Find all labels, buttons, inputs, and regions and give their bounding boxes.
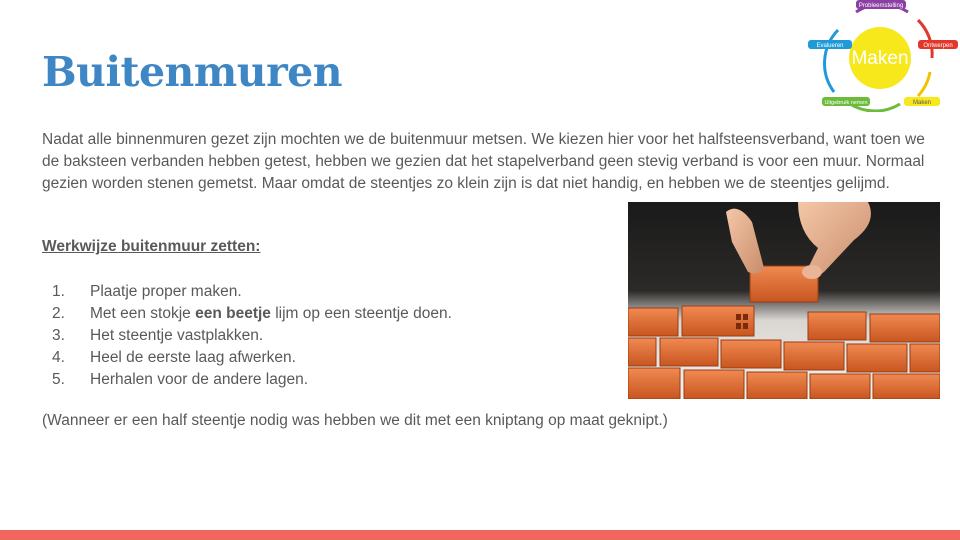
- step-text: Heel de eerste laag afwerken.: [90, 349, 296, 366]
- cycle-stage-label: Probleemstelling: [858, 3, 904, 9]
- step-text-part: Met een stokje: [90, 305, 196, 322]
- list-item: [42, 303, 452, 325]
- slide-title: Buitenmuren: [42, 48, 343, 96]
- step-number: 5.: [52, 371, 65, 388]
- cycle-stage-label: Ontwerpen: [923, 43, 953, 49]
- cycle-center-label: Maken: [851, 48, 909, 69]
- step-number: 1.: [52, 283, 65, 300]
- step-text: Het steentje vastplakken.: [90, 327, 264, 344]
- cycle-stage-label: Uitgebruik nemen: [824, 100, 868, 106]
- step-text-bold: een beetje: [195, 305, 271, 322]
- list-item: [42, 347, 452, 369]
- list-item: [42, 325, 452, 347]
- design-cycle-diagram: [800, 0, 960, 112]
- step-text: [90, 303, 452, 325]
- step-number: 2.: [52, 305, 65, 322]
- step-text: Herhalen voor de andere lagen.: [90, 371, 309, 388]
- note-text: (Wanneer er een half steentje nodig was hebben we dit met een kniptang op maat geknipt.): [42, 412, 668, 429]
- intro-paragraph: Nadat alle binnenmuren gezet zijn mochten we de buitenmuur metsen. We kiezen hier voor het halfsteensverband, want toen we de baksteen verbanden hebben getest, hebben we gezien dat het stapelverband geen stevig verband is voor een muur. Normaal gezien worden stenen gemetst. Maar omdat de steentjes zo klein zijn is dat niet handig, en hebben we de steentjes gelijmd.: [42, 131, 925, 192]
- brick-wall-photo: [628, 202, 940, 399]
- step-number: 3.: [52, 327, 65, 344]
- bottom-accent-bar: [0, 530, 960, 540]
- list-item: [42, 369, 452, 391]
- steps-heading: Werkwijze buitenmuur zetten:: [42, 238, 261, 255]
- step-number: 4.: [52, 349, 65, 366]
- step-text-part: lijm op een steentje doen.: [270, 305, 452, 322]
- cycle-stage-label: Evalueren: [816, 43, 844, 49]
- step-text: Plaatje proper maken.: [90, 283, 242, 300]
- steps-list: [42, 281, 452, 391]
- list-item: [42, 281, 452, 303]
- cycle-stage-label: Maken: [912, 100, 932, 106]
